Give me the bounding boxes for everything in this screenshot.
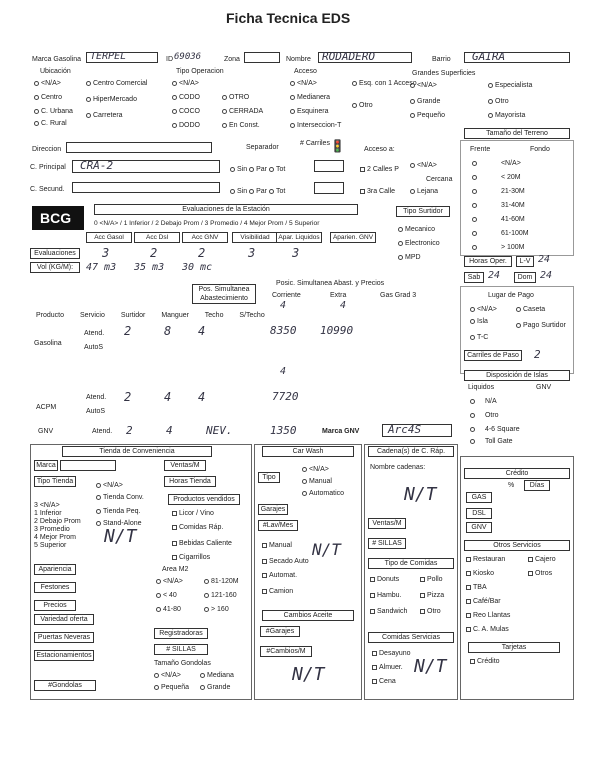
cw-c2[interactable]: Secado Auto bbox=[262, 558, 309, 566]
marca-gnv-value: Arc4S bbox=[388, 423, 422, 436]
gas-atend: Atend. bbox=[84, 330, 105, 337]
ubic-cc[interactable]: Centro Comercial bbox=[86, 80, 147, 88]
cadena-ventas: Ventas/M bbox=[368, 518, 406, 529]
tipo-op-title: Tipo Operacion bbox=[176, 68, 224, 75]
area-40[interactable]: < 40 bbox=[156, 592, 177, 600]
direccion-label: Direccion bbox=[32, 146, 62, 153]
zona-field[interactable] bbox=[244, 52, 280, 63]
sep-sin[interactable]: Sin Par Tot bbox=[230, 166, 285, 174]
serv-2[interactable]: Cena bbox=[372, 678, 396, 686]
gond-gra[interactable]: Grande bbox=[200, 684, 230, 692]
tienda-left-2: Precios bbox=[34, 600, 76, 611]
dom-value: 24 bbox=[540, 270, 553, 281]
gas-mang: 8 bbox=[164, 324, 172, 338]
gas3-label: Gas Grad 3 bbox=[380, 292, 417, 299]
nombre-value: RODADERO bbox=[322, 50, 375, 63]
tienda-left-3: Variedad oferta bbox=[34, 614, 94, 625]
isla-otro[interactable]: Otro bbox=[470, 412, 499, 420]
gnv-precio: 1350 bbox=[270, 424, 297, 437]
gs-na[interactable]: <N/A> bbox=[410, 82, 437, 90]
eval-title: Evaluaciones de la Estación bbox=[94, 204, 358, 215]
tt-conv[interactable]: Tienda Conv. bbox=[96, 494, 144, 502]
servicios-title: Comidas Servicias bbox=[368, 632, 454, 643]
ubic-rural[interactable]: C. Rural bbox=[34, 120, 67, 128]
ubic-hiper[interactable]: HiperMercado bbox=[86, 96, 137, 104]
otro-3[interactable]: Otros bbox=[528, 570, 552, 578]
acc-esquinera[interactable]: Esquinera bbox=[290, 108, 329, 116]
area-120[interactable]: 81-120M bbox=[204, 578, 239, 586]
eval-val-3: 3 bbox=[248, 246, 256, 260]
marca-gnv-label: Marca GNV bbox=[322, 428, 360, 435]
eval-val-2: 2 bbox=[198, 246, 206, 260]
ubic-centro[interactable]: Centro bbox=[34, 94, 62, 102]
otro-5[interactable]: Café/Bar bbox=[466, 598, 501, 606]
vol-val-1: 35 m3 bbox=[134, 262, 165, 273]
ter-3[interactable]: 31-40M bbox=[472, 202, 525, 210]
tienda-ventas: Ventas/M bbox=[164, 460, 206, 471]
area-80[interactable]: 41-80 bbox=[156, 606, 181, 614]
calle3-check[interactable]: 3ra Calle bbox=[360, 188, 395, 196]
isla-46[interactable]: 4-6 Square bbox=[470, 426, 520, 434]
registradoras: Registradoras bbox=[154, 628, 208, 639]
gnv-mang: 4 bbox=[166, 424, 173, 437]
gas-techo: 4 bbox=[198, 324, 206, 338]
acc-otro[interactable]: Otro bbox=[352, 102, 373, 110]
csecund-field[interactable] bbox=[72, 182, 220, 193]
ter-4[interactable]: 41-60M bbox=[472, 216, 525, 224]
com-4[interactable]: Sandwich bbox=[370, 608, 407, 616]
nombre-label: Nombre bbox=[286, 56, 311, 63]
eval-val-0: 3 bbox=[102, 246, 110, 260]
com-0[interactable]: Donuts bbox=[370, 576, 399, 584]
tienda-scale: 3 <N/A> 1 Inferior 2 Debajo Prom 3 Promedio 4 Mejor Prom 5 Superior bbox=[34, 502, 81, 549]
carriles-paso-value: 2 bbox=[534, 348, 541, 361]
cw-tipo: Tipo bbox=[258, 472, 280, 483]
eval-scale: 0 <N/A> / 1 Inferior / 2 Debajo Prom / 3 Promedio / 4 Mejor Prom / 5 Superior bbox=[94, 220, 320, 227]
com-5[interactable]: Otro bbox=[420, 608, 441, 616]
credito-pct: % bbox=[508, 482, 515, 489]
acpm-atend: Atend. bbox=[86, 394, 107, 401]
calles2-check[interactable]: 2 Calles P bbox=[360, 166, 399, 174]
isla-na[interactable]: N/A bbox=[470, 398, 497, 406]
bcg-text: BCG bbox=[40, 210, 72, 226]
acc-na[interactable]: <N/A> bbox=[290, 80, 317, 88]
servicios-hw: N/T bbox=[414, 656, 447, 677]
op-codo[interactable]: CODO bbox=[172, 94, 200, 102]
surt-mpd[interactable]: MPD bbox=[398, 254, 421, 262]
posic-label: Posic. Simultanea Abast. y Precios bbox=[276, 280, 385, 287]
acpm-techo: 4 bbox=[198, 390, 206, 404]
pago-surtidor[interactable]: Pago Surtidor bbox=[516, 322, 566, 330]
direccion-field[interactable] bbox=[66, 142, 212, 153]
tienda-title: Tienda de Conveniencia bbox=[62, 446, 212, 457]
eval-col-0: Acc Gasol bbox=[86, 232, 132, 243]
gnv-surt: 2 bbox=[126, 424, 133, 437]
gasolina-label: Gasolina bbox=[34, 340, 62, 347]
eval-col-3: Visibilidad bbox=[232, 232, 278, 243]
cw-garajes: Garajes bbox=[258, 504, 288, 515]
carriles-paso-label: Carriles de Paso bbox=[464, 350, 522, 361]
prod-bebidas[interactable]: Bebidas Caliente bbox=[172, 540, 232, 548]
pago-isla[interactable]: Isla bbox=[470, 318, 488, 326]
tienda-marca: Marca bbox=[34, 460, 58, 471]
acpm-autos: AutoS bbox=[86, 408, 106, 415]
tienda-hw: N/T bbox=[104, 526, 137, 547]
credito-dias: Días bbox=[524, 480, 550, 491]
prod-headers: Producto Servicio Surtidor Manguer Techo S/Techo bbox=[36, 312, 265, 319]
tienda-left-5: Estacionamientos bbox=[34, 650, 94, 661]
cadena-sillas: # SILLAS bbox=[368, 538, 406, 549]
eval-label: Evaluaciones bbox=[30, 248, 80, 259]
productos-title: Productos vendidos bbox=[168, 494, 240, 505]
acceso-a-label: Acceso a: bbox=[364, 146, 395, 153]
op-dodo[interactable]: DODO bbox=[172, 122, 200, 130]
op-otro[interactable]: OTRO bbox=[222, 94, 249, 102]
otro-7[interactable]: C. A. Mulas bbox=[466, 626, 509, 634]
gas-surt: 2 bbox=[124, 324, 132, 338]
acpm-mang: 4 bbox=[164, 390, 172, 404]
vol-val-0: 47 m3 bbox=[86, 262, 117, 273]
tienda-tipo: Tipo Tienda bbox=[34, 476, 76, 487]
cprincipal-label: C. Principal bbox=[30, 164, 66, 171]
pago-title: Lugar de Pago bbox=[488, 292, 534, 299]
acceso-title: Acceso bbox=[294, 68, 317, 75]
cw-na[interactable]: <N/A> bbox=[302, 466, 329, 474]
credito-gas: GAS bbox=[466, 492, 492, 503]
area-160[interactable]: 121-160 bbox=[204, 592, 237, 600]
ter-2[interactable]: 21-30M bbox=[472, 188, 525, 196]
terreno-title: Tamaño del Terreno bbox=[464, 128, 570, 139]
cw-manual[interactable]: Manual bbox=[302, 478, 332, 486]
ubic-urbana[interactable]: C. Urbana bbox=[34, 108, 73, 116]
op-cerrada[interactable]: CERRADA bbox=[222, 108, 263, 116]
gond-na[interactable]: <N/A> bbox=[154, 672, 181, 680]
zona-label: Zona bbox=[224, 56, 240, 63]
gnv-label: GNV bbox=[38, 428, 54, 435]
ter-0[interactable]: <N/A> bbox=[472, 160, 521, 168]
com-3[interactable]: Pizza bbox=[420, 592, 444, 600]
cadena-hw: N/T bbox=[404, 484, 437, 505]
acpm-pos: 4 bbox=[280, 366, 287, 377]
otro-4[interactable]: TBA bbox=[466, 584, 487, 592]
cw-c3[interactable]: Automat. bbox=[262, 572, 297, 580]
ter-6[interactable]: > 100M bbox=[472, 244, 525, 252]
ubicacion-title: Ubicación bbox=[40, 68, 71, 75]
frente-label: Frente bbox=[470, 146, 491, 153]
pago-na[interactable]: <N/A> bbox=[470, 306, 497, 314]
gond-peq[interactable]: Pequeña bbox=[154, 684, 189, 692]
islas-title: Disposición de Islas bbox=[464, 370, 570, 381]
cambios-hw: N/T bbox=[292, 664, 325, 685]
acc-interseccion[interactable]: Interseccion-T bbox=[290, 122, 341, 130]
acc-esq1[interactable]: Esq. con 1 Acceso bbox=[352, 80, 417, 88]
com-2[interactable]: Hambu. bbox=[370, 592, 402, 600]
prod-licor[interactable]: Licor / Vino bbox=[172, 510, 214, 518]
traffic-light-icon: 🚦 bbox=[330, 139, 345, 153]
eval-col-2: Acc GNV bbox=[182, 232, 228, 243]
gas-precio1: 8350 bbox=[270, 324, 297, 337]
separador-label: Separador bbox=[246, 144, 279, 151]
barrio-value: GAIRA bbox=[472, 50, 506, 63]
cadena-nombre: Nombre cadenas: bbox=[370, 464, 426, 471]
credito-dsl: DSL bbox=[466, 508, 492, 519]
tienda-marca-field[interactable] bbox=[60, 460, 116, 471]
pos-sim-label: Pos. Simultanea Abastecimiento bbox=[192, 284, 256, 304]
marca-label: Marca Gasolina bbox=[32, 56, 82, 63]
corriente-label: Corriente bbox=[272, 292, 301, 299]
gas-pos1: 4 bbox=[280, 300, 287, 311]
isla-toll[interactable]: Toll Gate bbox=[470, 438, 513, 446]
otro-2[interactable]: Kiosko bbox=[466, 570, 494, 578]
carriles2-field[interactable] bbox=[314, 182, 344, 194]
eval-val-1: 2 bbox=[150, 246, 158, 260]
sep2-sin[interactable]: Sin Par Tot bbox=[230, 188, 285, 196]
vol-val-2: 30 mc bbox=[182, 262, 213, 273]
gas-pos2: 4 bbox=[340, 300, 347, 311]
otro-0[interactable]: Restauran bbox=[466, 556, 505, 564]
tienda-left-0: Apariencia bbox=[34, 564, 76, 575]
cw-auto[interactable]: Automatico bbox=[302, 490, 344, 498]
tienda-left-4: Puertas Neveras bbox=[34, 632, 94, 643]
terreno-panel bbox=[460, 140, 574, 256]
tienda-left-1: Festones bbox=[34, 582, 76, 593]
serv-0[interactable]: Desayuno bbox=[372, 650, 411, 658]
lejana-radio[interactable]: Lejana bbox=[410, 188, 438, 196]
csecund-label: C. Secund. bbox=[30, 186, 65, 193]
barrio-label: Barrio bbox=[432, 56, 451, 63]
area-gt160[interactable]: > 160 bbox=[204, 606, 229, 614]
gondolas-title: Tamaño Gondolas bbox=[154, 660, 211, 667]
vol-label: Vol (KG/M): bbox=[30, 262, 80, 273]
surt-elec[interactable]: Electronico bbox=[398, 240, 440, 248]
carriles-label: # Carriles bbox=[300, 140, 330, 147]
sab-value: 24 bbox=[488, 270, 501, 281]
gas-precio2: 10990 bbox=[320, 324, 354, 337]
surt-mec[interactable]: Mecanico bbox=[398, 226, 435, 234]
serv-1[interactable]: Almuer. bbox=[372, 664, 403, 672]
op-na[interactable]: <N/A> bbox=[172, 80, 199, 88]
area-label: Area M2 bbox=[162, 566, 189, 573]
acpm-surt: 2 bbox=[124, 390, 132, 404]
pago-tc[interactable]: T-C bbox=[470, 334, 488, 342]
cw-c1[interactable]: Manual bbox=[262, 542, 292, 550]
op-coco[interactable]: COCO bbox=[172, 108, 200, 116]
gs-otro[interactable]: Otro bbox=[488, 98, 509, 106]
op-enconst[interactable]: En Const. bbox=[222, 122, 260, 130]
ter-5[interactable]: 61-100M bbox=[472, 230, 529, 238]
grandes-title: Grandes Superficies bbox=[412, 70, 476, 77]
extra-label: Extra bbox=[330, 292, 347, 299]
id-label: ID bbox=[166, 56, 173, 63]
islas-gnv: GNV bbox=[536, 384, 552, 391]
acc-medianera[interactable]: Medianera bbox=[290, 94, 330, 102]
otro-1[interactable]: Cajero bbox=[528, 556, 556, 564]
acpm-precio: 7720 bbox=[272, 390, 299, 403]
gs-pequeno[interactable]: Pequeño bbox=[410, 112, 445, 120]
gs-grande[interactable]: Grande bbox=[410, 98, 440, 106]
cw-c4[interactable]: Camion bbox=[262, 588, 293, 596]
carriles-field[interactable] bbox=[314, 160, 344, 172]
otros-title: Otros Servicios bbox=[464, 540, 570, 551]
dom-label: Dom bbox=[514, 272, 536, 283]
otro-6[interactable]: Reo Llantas bbox=[466, 612, 510, 620]
cadena-title: Cadena(s) de C. Ráp. bbox=[368, 446, 454, 457]
eval-col-4: Apar. Liquidos bbox=[276, 232, 322, 243]
ubic-carretera[interactable]: Carretera bbox=[86, 112, 123, 120]
cambios-garajes: #Garajes bbox=[260, 626, 300, 637]
credito-title: Crédito bbox=[464, 468, 570, 479]
fondo-label: Fondo bbox=[530, 146, 550, 153]
horas-label: Horas Oper. bbox=[464, 256, 512, 267]
eval-val-4: 3 bbox=[292, 246, 300, 260]
cw-lav: #Lav/Mes bbox=[258, 520, 298, 531]
gnv-nev: NEV. bbox=[206, 424, 233, 437]
gs-especialista[interactable]: Especialista bbox=[488, 82, 532, 90]
sab-label: Sab bbox=[464, 272, 484, 283]
tt-peq[interactable]: Tienda Peq. bbox=[96, 508, 141, 516]
tarjetas-title: Tarjetas bbox=[468, 642, 560, 653]
gs-mayorista[interactable]: Mayorista bbox=[488, 112, 525, 120]
gas-autos: AutoS bbox=[84, 344, 104, 351]
ter-1[interactable]: < 20M bbox=[472, 174, 521, 182]
page-title: Ficha Tecnica EDS bbox=[226, 10, 351, 26]
credito-gnv: GNV bbox=[466, 522, 492, 533]
cercana-label: Cercana bbox=[426, 176, 453, 183]
tt-stand[interactable]: Stand-Alone bbox=[96, 520, 142, 528]
lv-label: L-V bbox=[516, 256, 534, 267]
surtidor-title: Tipo Surtidor bbox=[396, 206, 450, 217]
eval-col-1: Acc Dsl bbox=[134, 232, 180, 243]
ubic-na[interactable]: <N/A> bbox=[34, 80, 61, 88]
pago-caseta[interactable]: Caseta bbox=[516, 306, 545, 314]
tienda-horas: Horas Tienda bbox=[164, 476, 216, 487]
marca-value: TERPEL bbox=[90, 51, 127, 62]
tienda-left-6: #Gondolas bbox=[34, 680, 96, 691]
tarjeta-credito[interactable]: Crédito bbox=[470, 658, 500, 666]
tt-na[interactable]: <N/A> bbox=[96, 482, 123, 490]
area-na[interactable]: <N/A> bbox=[156, 578, 183, 586]
acc-na-radio[interactable]: <N/A> bbox=[410, 162, 437, 170]
com-1[interactable]: Pollo bbox=[420, 576, 443, 584]
carwash-title: Car Wash bbox=[262, 446, 354, 457]
lv-value: 24 bbox=[538, 254, 551, 265]
gnv-atend: Atend. bbox=[92, 428, 113, 435]
cambios-cm: #Cambios/M bbox=[260, 646, 312, 657]
islas-liq: Liquidos bbox=[468, 384, 495, 391]
eval-col-5: Aparien. GNV bbox=[330, 232, 376, 243]
prod-cigarrillos[interactable]: Cigarrillos bbox=[172, 554, 210, 562]
gond-med[interactable]: Mediana bbox=[200, 672, 234, 680]
comidas-title: Tipo de Comidas bbox=[368, 558, 454, 569]
cw-hw: N/T bbox=[312, 540, 341, 559]
id-value: 69036 bbox=[174, 52, 202, 62]
cambios-title: Cambios Aceite bbox=[262, 610, 354, 621]
acpm-label: ACPM bbox=[36, 404, 57, 411]
cprincipal-value: CRA-2 bbox=[80, 159, 114, 172]
tienda-sillas: # SILLAS bbox=[154, 644, 208, 655]
prod-comidas[interactable]: Comidas Ráp. bbox=[172, 524, 223, 532]
